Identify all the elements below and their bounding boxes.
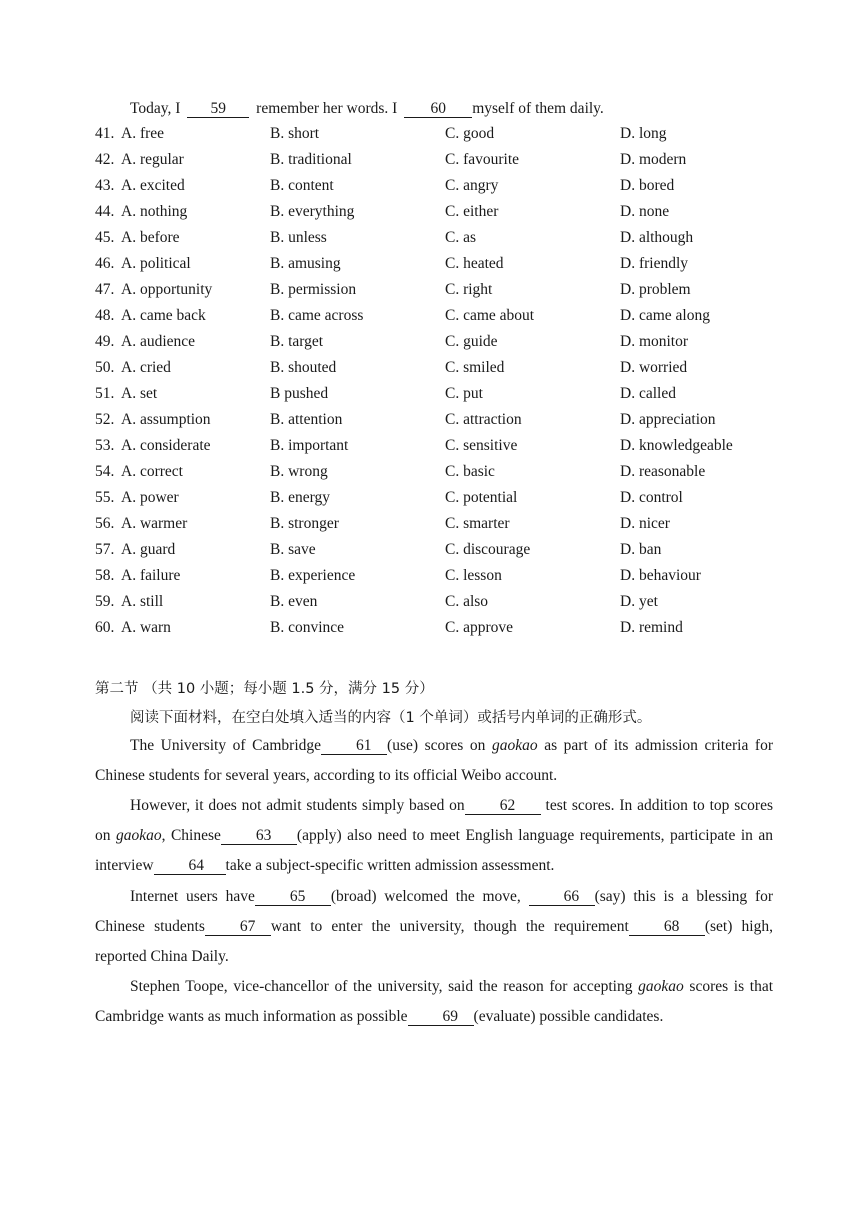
option-c: C. basic bbox=[445, 463, 495, 480]
intro-text-3: myself of them daily. bbox=[472, 100, 604, 117]
p2-text-1: However, it does not admit students simply based on bbox=[130, 797, 465, 814]
option-c: C. either bbox=[445, 203, 499, 220]
question-number: 48. bbox=[95, 307, 115, 324]
option-a: A. free bbox=[121, 125, 165, 142]
p4-text-1: Stephen Toope, vice-chancellor of the university, said the reason for accepting bbox=[130, 978, 633, 995]
option-b: B. everything bbox=[270, 203, 355, 220]
option-b: B. attention bbox=[270, 411, 343, 428]
option-a: A. excited bbox=[121, 177, 185, 194]
intro-text-1: Today, I bbox=[130, 100, 181, 117]
p2-text-2: test scores. In addition to top scores on bbox=[95, 797, 773, 844]
passage-paragraph-2 bbox=[95, 791, 773, 881]
option-b: B. important bbox=[270, 437, 349, 454]
option-b: B. shouted bbox=[270, 359, 337, 376]
option-c: C. smarter bbox=[445, 515, 510, 532]
option-b: B. came across bbox=[270, 307, 364, 324]
option-d: D. called bbox=[620, 385, 676, 402]
option-a: A. assumption bbox=[121, 411, 211, 428]
question-row bbox=[95, 307, 795, 327]
option-c: C. discourage bbox=[445, 541, 531, 558]
p1-text-3: as part of its admission criteria for Chinese students for several years, according to its official Weibo account. bbox=[95, 737, 773, 784]
question-number: 43. bbox=[95, 177, 115, 194]
question-row bbox=[95, 151, 795, 171]
option-c: C. put bbox=[445, 385, 483, 402]
option-d: D. none bbox=[620, 203, 670, 220]
question-row bbox=[95, 255, 795, 275]
option-a: A. correct bbox=[121, 463, 183, 480]
question-row bbox=[95, 333, 795, 353]
option-c: C. right bbox=[445, 281, 493, 298]
blank-60: 60 bbox=[404, 101, 472, 118]
p2-text-5: take a subject-specific written admission assessment. bbox=[225, 857, 555, 874]
option-d: D. behaviour bbox=[620, 567, 701, 584]
p2-italic-gaokao: gaokao bbox=[115, 827, 162, 844]
p1-text-2: (use) scores on bbox=[387, 737, 486, 754]
option-c: C. smiled bbox=[445, 359, 505, 376]
option-a: A. power bbox=[121, 489, 179, 506]
p3-text-5: (set) high, reported China Daily. bbox=[95, 918, 773, 965]
blank-68: 68 bbox=[629, 919, 705, 936]
question-row bbox=[95, 541, 795, 561]
question-number: 52. bbox=[95, 411, 115, 428]
p3-text-1: Internet users have bbox=[130, 888, 255, 905]
intro-text-2: remember her words. I bbox=[256, 100, 398, 117]
option-c: C. potential bbox=[445, 489, 518, 506]
option-b: B. short bbox=[270, 125, 320, 142]
blank-67: 67 bbox=[205, 919, 271, 936]
option-c: C. as bbox=[445, 229, 476, 246]
p4-text-2: scores is that Cambridge wants as much information as possible bbox=[95, 978, 773, 1025]
question-row bbox=[95, 463, 795, 483]
blank-63: 63 bbox=[221, 828, 297, 845]
option-d: D. although bbox=[620, 229, 694, 246]
section-instruction: 阅读下面材料，在空白处填入适当的内容（1 个单词）或括号内单词的正确形式。 bbox=[130, 710, 652, 726]
option-a: A. guard bbox=[121, 541, 176, 558]
option-b: B. content bbox=[270, 177, 334, 194]
option-c: C. good bbox=[445, 125, 495, 142]
option-c: C. approve bbox=[445, 619, 514, 636]
option-b: B. unless bbox=[270, 229, 327, 246]
option-d: D. modern bbox=[620, 151, 687, 168]
option-b: B. stronger bbox=[270, 515, 339, 532]
option-c: C. heated bbox=[445, 255, 504, 272]
option-d: D. control bbox=[620, 489, 683, 506]
option-a: A. before bbox=[121, 229, 180, 246]
question-number: 53. bbox=[95, 437, 115, 454]
option-a: A. failure bbox=[121, 567, 181, 584]
option-d: D. friendly bbox=[620, 255, 689, 272]
option-a: A. considerate bbox=[121, 437, 211, 454]
passage-paragraph-4 bbox=[95, 972, 773, 1032]
option-a: A. opportunity bbox=[121, 281, 213, 298]
question-number: 47. bbox=[95, 281, 115, 298]
option-c: C. sensitive bbox=[445, 437, 518, 454]
question-row bbox=[95, 567, 795, 587]
option-c: C. angry bbox=[445, 177, 499, 194]
option-c: C. attraction bbox=[445, 411, 522, 428]
question-number: 56. bbox=[95, 515, 115, 532]
option-d: D. knowledgeable bbox=[620, 437, 733, 454]
blank-64: 64 bbox=[154, 858, 226, 875]
option-b: B. even bbox=[270, 593, 318, 610]
option-d: D. bored bbox=[620, 177, 675, 194]
question-row bbox=[95, 125, 795, 145]
section-heading: 第二节 （共 10 小题；每小题 1.5 分，满分 15 分） bbox=[95, 681, 434, 697]
p3-text-2: (broad) welcomed the move, bbox=[330, 888, 521, 905]
option-a: A. warn bbox=[121, 619, 171, 636]
option-c: C. also bbox=[445, 593, 489, 610]
question-row bbox=[95, 281, 795, 301]
question-row bbox=[95, 177, 795, 197]
option-b: B. permission bbox=[270, 281, 357, 298]
option-b: B pushed bbox=[270, 385, 329, 402]
option-d: D. nicer bbox=[620, 515, 670, 532]
p4-text-3: (evaluate) possible candidates. bbox=[473, 1008, 664, 1025]
question-row bbox=[95, 593, 795, 613]
option-d: D. ban bbox=[620, 541, 662, 558]
question-row bbox=[95, 411, 795, 431]
blank-62: 62 bbox=[465, 798, 541, 815]
option-b: B. target bbox=[270, 333, 324, 350]
question-number: 60. bbox=[95, 619, 115, 636]
option-c: C. lesson bbox=[445, 567, 502, 584]
option-d: D. reasonable bbox=[620, 463, 706, 480]
option-c: C. favourite bbox=[445, 151, 520, 168]
question-row bbox=[95, 489, 795, 509]
question-number: 51. bbox=[95, 385, 115, 402]
option-a: A. came back bbox=[121, 307, 206, 324]
question-number: 42. bbox=[95, 151, 115, 168]
option-a: A. warmer bbox=[121, 515, 188, 532]
blank-66: 66 bbox=[529, 889, 595, 906]
option-d: D. came along bbox=[620, 307, 710, 324]
option-b: B. energy bbox=[270, 489, 330, 506]
option-b: B. convince bbox=[270, 619, 345, 636]
option-c: C. guide bbox=[445, 333, 498, 350]
question-row bbox=[95, 437, 795, 457]
option-a: A. audience bbox=[121, 333, 196, 350]
option-b: B. amusing bbox=[270, 255, 341, 272]
p3-text-4: want to enter the university, though the requirement bbox=[270, 918, 629, 935]
blank-69: 69 bbox=[408, 1009, 474, 1026]
question-row bbox=[95, 515, 795, 535]
option-b: B. experience bbox=[270, 567, 356, 584]
option-b: B. save bbox=[270, 541, 316, 558]
option-a: A. set bbox=[121, 385, 158, 402]
option-a: A. cried bbox=[121, 359, 171, 376]
option-c: C. came about bbox=[445, 307, 535, 324]
question-number: 44. bbox=[95, 203, 115, 220]
option-a: A. regular bbox=[121, 151, 184, 168]
blank-61: 61 bbox=[321, 738, 387, 755]
option-d: D. long bbox=[620, 125, 667, 142]
blank-59: 59 bbox=[187, 101, 249, 118]
option-a: A. political bbox=[121, 255, 191, 272]
option-b: B. traditional bbox=[270, 151, 352, 168]
question-number: 46. bbox=[95, 255, 115, 272]
question-row bbox=[95, 619, 795, 639]
intro-line bbox=[130, 100, 604, 118]
option-a: A. nothing bbox=[121, 203, 188, 220]
question-number: 57. bbox=[95, 541, 115, 558]
question-number: 55. bbox=[95, 489, 115, 506]
option-b: B. wrong bbox=[270, 463, 328, 480]
question-row bbox=[95, 385, 795, 405]
p2-text-3: , Chinese bbox=[161, 827, 221, 844]
question-number: 59. bbox=[95, 593, 115, 610]
option-d: D. remind bbox=[620, 619, 683, 636]
question-row bbox=[95, 229, 795, 249]
p4-italic-gaokao: gaokao bbox=[638, 978, 684, 995]
blank-65: 65 bbox=[255, 889, 331, 906]
p1-italic-gaokao: gaokao bbox=[491, 737, 538, 754]
question-number: 41. bbox=[95, 125, 115, 142]
option-d: D. yet bbox=[620, 593, 658, 610]
p2-text-4: (apply) also need to meet English language requirements, participate in an interview bbox=[95, 827, 774, 874]
question-number: 49. bbox=[95, 333, 115, 350]
question-number: 45. bbox=[95, 229, 115, 246]
option-a: A. still bbox=[121, 593, 164, 610]
option-d: D. appreciation bbox=[620, 411, 716, 428]
option-d: D. monitor bbox=[620, 333, 689, 350]
question-number: 54. bbox=[95, 463, 115, 480]
question-row bbox=[95, 203, 795, 223]
p1-text-1: The University of Cambridge bbox=[130, 737, 322, 754]
option-d: D. problem bbox=[620, 281, 691, 298]
passage-paragraph-1 bbox=[95, 731, 773, 791]
question-number: 50. bbox=[95, 359, 115, 376]
option-d: D. worried bbox=[620, 359, 688, 376]
question-row bbox=[95, 359, 795, 379]
passage-paragraph-3 bbox=[95, 882, 773, 972]
question-number: 58. bbox=[95, 567, 115, 584]
p3-text-3: (say) this is a blessing for Chinese students bbox=[95, 888, 774, 935]
